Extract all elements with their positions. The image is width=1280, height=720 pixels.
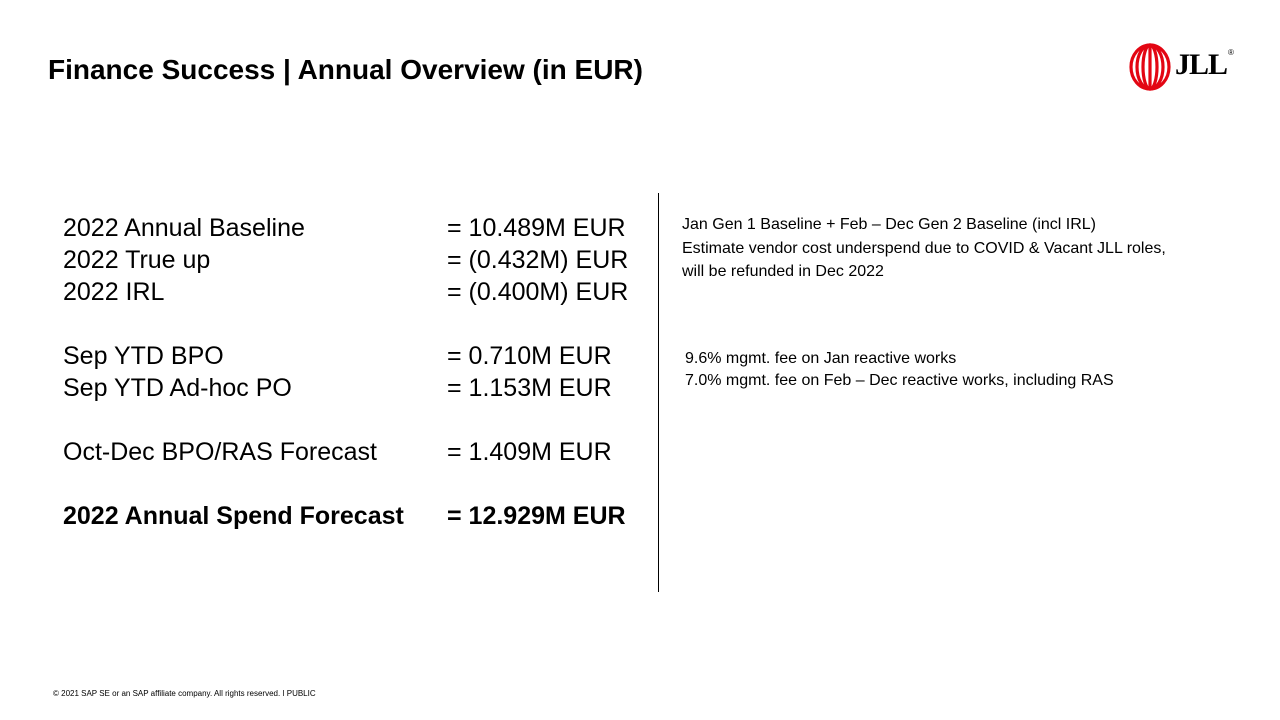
metric-value: = (0.400M) EUR (447, 278, 629, 306)
footer-copyright: © 2021 SAP SE or an SAP affiliate company. All rights reserved. ǀ PUBLIC (53, 689, 316, 698)
metric-value: = (0.432M) EUR (447, 246, 629, 274)
metric-label: 2022 True up (63, 246, 211, 274)
metric-value: = 1.409M EUR (447, 438, 612, 466)
baseline-note: Jan Gen 1 Baseline + Feb – Dec Gen 2 Baseline (incl IRL) (682, 216, 1096, 233)
metric-label: Sep YTD BPO (63, 342, 224, 370)
metrics-list (63, 212, 657, 532)
metric-label: 2022 IRL (63, 278, 165, 306)
spacer (63, 308, 657, 340)
metric-value: = 0.710M EUR (447, 342, 612, 370)
slide-title: Finance Success | Annual Overview (in EUR) (48, 54, 643, 85)
jll-logo-text: JLL (1175, 48, 1228, 81)
baseline-notes (682, 213, 1182, 283)
registered-mark: ® (1228, 48, 1234, 57)
metric-value: = 12.929M EUR (447, 502, 626, 530)
metric-value: = 1.153M EUR (447, 374, 612, 402)
metric-row-ytd-bpo (63, 340, 657, 372)
spacer (63, 468, 657, 500)
fee-note-jan: 9.6% mgmt. fee on Jan reactive works (685, 350, 957, 367)
metric-row-true-up (63, 244, 657, 276)
metric-label: Sep YTD Ad-hoc PO (63, 374, 292, 402)
trueup-note: Estimate vendor cost underspend due to COVID & Vacant JLL roles, will be refunded in Dec 2022 (682, 240, 1166, 280)
spacer (63, 404, 657, 436)
jll-logo (1128, 42, 1238, 92)
metric-label: 2022 Annual Spend Forecast (63, 502, 404, 530)
fee-notes (685, 348, 1165, 392)
metric-label: Oct-Dec BPO/RAS Forecast (63, 438, 377, 466)
fee-note-feb-dec: 7.0% mgmt. fee on Feb – Dec reactive works, including RAS (685, 372, 1114, 389)
metric-row-annual-spend-forecast (63, 500, 657, 532)
metric-label: 2022 Annual Baseline (63, 214, 305, 242)
vertical-divider (658, 193, 659, 592)
metric-row-annual-baseline (63, 212, 657, 244)
metric-row-ytd-adhoc-po (63, 372, 657, 404)
metric-row-oct-dec-forecast (63, 436, 657, 468)
metric-row-irl (63, 276, 657, 308)
metric-value: = 10.489M EUR (447, 214, 626, 242)
jll-helix-icon (1128, 42, 1172, 92)
